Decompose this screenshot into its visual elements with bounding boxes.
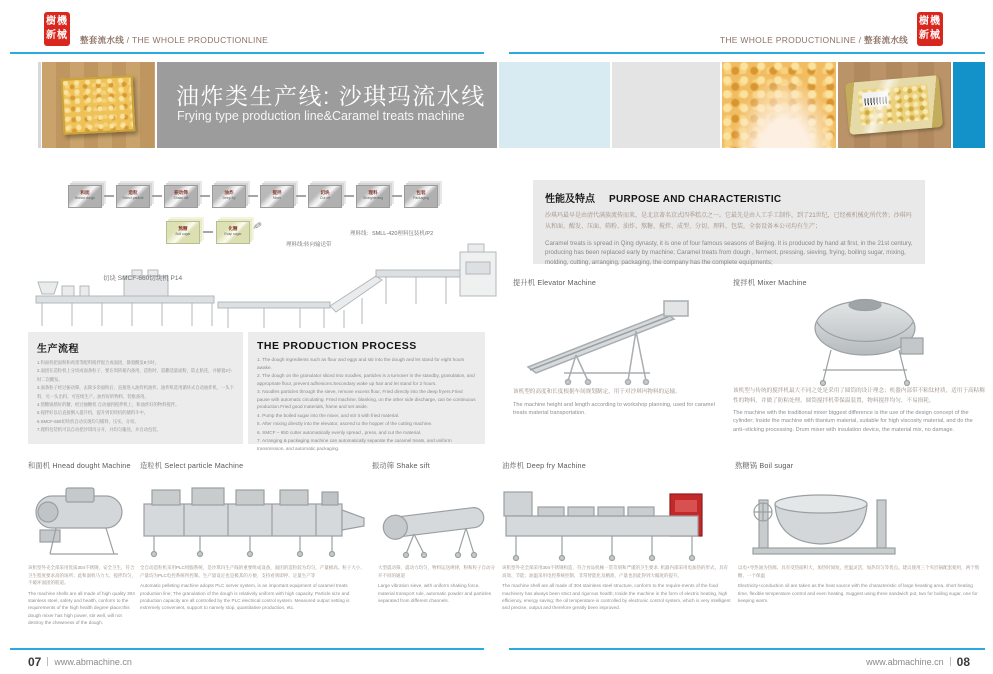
website-url: www.abmachine.cn bbox=[866, 657, 944, 667]
process-panel-zh: 生产流程 1.和面机把面粉和鸡蛋等配料搅拌混合成面团，静置醒发8小时。 2.面团在造粒机上分切成面条粒子，要在周转箱内备用，造粒时，需撒适量面粉，防止粘连，并静置2小时二次醒发。 3.面条粒子经过振动筛，去除多余面粉后，直接进入油炸机油炸。油炸机选用循环式自动油炸机，一头下料，另一头出料，可连续生产。油炸好的物料，装框备用。 4.熬糖锅熬好的糖，经过抽糖机 自动抽到搅拌机上，和油炸好的物料搅拌。 5.搅拌好以后直接倒入提升机，提升到切块机的储料斗中。 6.SMCF-650切块机自动实现均匀铺料，压实，分切。 7.理料包装机可以自动把沙琪玛分开，并均匀输送，并自动包装。 bbox=[28, 332, 243, 444]
flow-connector bbox=[203, 231, 213, 233]
flow-connector bbox=[152, 195, 162, 197]
purpose-title-en: PURPOSE AND CHARACTERISTIC bbox=[609, 194, 782, 205]
caption-boil-sugar: 熬糖锅 Boil sugar bbox=[735, 461, 794, 470]
flow-step-pack: 包装 Packaging bbox=[404, 185, 438, 208]
footer-divider bbox=[950, 657, 951, 666]
shake-sift-photo bbox=[378, 478, 498, 558]
flow-step-arrange: 理料 Straightening bbox=[356, 185, 390, 208]
flow-connector bbox=[248, 195, 258, 197]
caption-fry-machine: 油炸机 Deep fry Machine bbox=[502, 461, 586, 470]
flow-step-cut: 切块 Cut off bbox=[308, 185, 342, 208]
process-zh-title: 生产流程 bbox=[37, 344, 79, 355]
banner-title-block bbox=[157, 62, 497, 148]
footer-rule-right bbox=[509, 648, 985, 650]
flow-step-granulate: 造粒 Select particle bbox=[116, 185, 150, 208]
flow-step-fry: 油炸 Deep fry bbox=[212, 185, 246, 208]
flow-step-sift: 振动筛 Shake sift bbox=[164, 185, 198, 208]
seal-text: 樹機 bbox=[46, 16, 68, 27]
process-en-title: THE PRODUCTION PROCESS bbox=[257, 340, 417, 352]
header-right-en: THE WHOLE PRODUCTIONLINE / bbox=[719, 35, 864, 45]
dough-machine-photo bbox=[30, 476, 135, 558]
website-url: www.abmachine.cn bbox=[54, 657, 132, 667]
banner-block-blue bbox=[953, 62, 985, 148]
company-seal-right bbox=[917, 12, 943, 46]
fry-machine-desc: 该机型外壳全部采用304不锈钢构造，符合食品机械一贯苛刻和严谨的卫生要求. 机器内部采用电加热的形式，具有高效、节能；油温采用电控系统控制，非常智能化及精准，产量也因此得到大幅度的提升。 The machine shell are all made of 304 stainless steel structure, conform to the require-ments of the food machinery has always been strict and rigorous health; Inside the machine in the form of electric heating, high efficiency, energy saving; the oil temperature is controlled by electronic control system, which is very intelligent and precise, output and therefore greatly been improved. bbox=[502, 565, 731, 611]
flow-step-knead: 和面 Hnead dough bbox=[68, 185, 102, 208]
shake-sift-desc: 大型震动筛，震动力均匀，物料运送规律，粉和粒子自动分开不同的通道 Large vibration sieve, with uniform shaking force, material transport rule, automatic powder and particles separated from different channels. bbox=[378, 565, 495, 603]
page-title-zh: 油炸类生产线: 沙琪玛流水线 bbox=[176, 83, 486, 109]
banner-photo-closeup bbox=[722, 62, 836, 148]
banner-edge-strip bbox=[38, 62, 41, 148]
particle-machine-photo bbox=[140, 476, 368, 558]
flow-connector bbox=[344, 195, 354, 197]
diagram-label-cutter: 切块 SMCF-660切块机 P14 bbox=[103, 275, 183, 282]
purpose-title-zh: 性能及特点 bbox=[545, 194, 595, 205]
footer-left bbox=[28, 655, 132, 669]
fry-machine-photo bbox=[502, 478, 735, 562]
purpose-body-zh: 沙琪玛最早是由清代满族流传而来，是北京著名京式四季糕点之一。它最先是由人工手工制作，到了21世纪，已经被机械化所代替；沙琪玛从和面、醒发、压面、筛粉、油炸、熬糖、搅拌、成型、分切、理料、包装，全套设备本公司均有生产； bbox=[545, 213, 912, 231]
banner-photo-treat bbox=[42, 62, 155, 148]
caption-elevator-machine: 提升机 Elevator Machine bbox=[513, 278, 597, 287]
caption-shake-sift: 振动筛 Shake sift bbox=[372, 461, 430, 470]
header-right bbox=[720, 34, 908, 46]
page-title-en: Frying type production line&Caramel treats machine bbox=[177, 109, 465, 123]
page-number-left: 07 bbox=[28, 655, 42, 669]
flow-step-mix: 搅拌 Mixer bbox=[260, 185, 294, 208]
banner-block-lightblue bbox=[499, 62, 610, 148]
page-number-right: 08 bbox=[956, 655, 970, 669]
diagram-label-conveyor: 理料线:转向输送带 bbox=[286, 242, 332, 248]
company-seal-left bbox=[44, 12, 70, 46]
boil-sugar-desc: 以电+导热油为热源。具有受热面积大，加热时间短，控温灵活，加热均匀等优点。建议使用三个夹层锅配套使用，两个熬糖、一个保温 Electricity+conduction oil are taken as the heat source with the characteristic of large heasting area, short heating time, flexible temperature control and even heating. Suggest using three sandwich pot, two for boiling sugar, one for keeping warm. bbox=[738, 565, 980, 603]
elevator-machine-desc: 该机型的高度和长度根据车间规划制定，用于对沙琪玛物料的运输。 The machine height and length according to workshop planning, used for caramel treats material transportation. bbox=[513, 389, 715, 416]
package-image bbox=[845, 75, 943, 135]
seal-text: 新械 bbox=[46, 30, 68, 41]
footer-divider bbox=[47, 657, 48, 666]
header-left-en: / THE WHOLE PRODUCTIONLINE bbox=[124, 35, 269, 45]
banner-block-lightgray bbox=[612, 62, 720, 148]
process-panel-en: THE PRODUCTION PROCESS 1. The dough ingredients such as flour and eggs and stir into the dough and let stand for eight hours awake. 2. The dough on the granulator sliced into noodles, particles is a turnover in the standby, granulation, and appropriate flour, prevent adhesions.Secondary wake up hair and let stand for 2 hours. 3. Noodles particles through the sieve, remove excess flour, Fried directly into the deep fryers.Fried pause with automatic circulating. Fried machine, blanking, on the other side discharge, can be continuous production.Fried good materials, frame and set aside. 4. Pump the boiled sugar into the mixer, and stir it with fried material. 5. After mixing directly into the elevator, ascend to the hopper of the cutting machine. 6. SMCF – 650 cutter automatically evenly spread , press, and cut the material. 7. Arranging & packaging machine can automatically separate the caramel treats, and uniform transmission, and automatic packaging. bbox=[248, 332, 485, 444]
banner-photo-package bbox=[838, 62, 951, 148]
mixer-machine-photo bbox=[793, 288, 943, 388]
particle-machine-desc: 全自动造粒机采用PLC伺服系统，是沙琪玛生产线的重要组成设备，面团的造粒较为均匀，产量极高。粒子大小、产量均为PLC电控系统所控制。生产量设定也是极其的方便，支持看到即停、定量生产等 Automatic pelleting machine adopts PLC server system, is an important equipment of caramel treats production line; The granulation of the dough is relatively uniform with high capacity, Particle size and production capacity are all controlled by the PLC electrical control system. Measured output setting is extremely convenient, support to namely stop, quantitative production, etc. bbox=[140, 565, 365, 611]
flow-connector bbox=[200, 195, 210, 197]
dough-machine-desc: 该机型外壳全部采用优质304不锈钢，安全卫生，符合卫生程度要求高的场所；此和面机马力大、搅拌均匀，不破坏面团的筋道。 The machine shells are all made of high quality 304 stainless steel, safety and health, conform to the requirements of the high health degree place;this dough mixer has high power, stir well, will not destroy the chewiness of the dough. bbox=[28, 565, 136, 626]
purpose-body-en: Caramel treats is spread in Qing dynasty, it is one of four famous seasons of Beijing. It is produced by hand at first, in the 21st century, producing has been replaced early by machine; Caramel treats from dough , ferment, pressing, sieving, frying, boiling sugar, mixing, molding, cutting, arranging, packaging, the company has the complete equipments; bbox=[545, 239, 913, 266]
pencil-icon: ✎ bbox=[249, 219, 263, 231]
header-right-zh: 整套流水线 bbox=[863, 35, 908, 45]
caption-mixer-machine: 搅拌机 Mixer Machine bbox=[733, 278, 807, 287]
purpose-panel bbox=[533, 180, 925, 264]
caption-dough-machine: 和面机 Hnead dought Machine bbox=[28, 461, 131, 470]
seal-text: 新械 bbox=[919, 30, 941, 41]
footer-rule-left bbox=[10, 648, 484, 650]
header-left bbox=[80, 34, 268, 46]
caramel-treat-image bbox=[61, 75, 136, 135]
flow-step-evap-sugar: 化糖 Evap sugar bbox=[216, 221, 250, 244]
footer-right bbox=[866, 655, 970, 669]
flow-step-boil-sugar: 熬糖 Boil sugar bbox=[166, 221, 200, 244]
boil-sugar-photo bbox=[745, 478, 903, 562]
header-rule-left bbox=[10, 52, 484, 54]
production-line-illustration bbox=[32, 240, 502, 332]
flow-connector bbox=[104, 195, 114, 197]
flow-connector bbox=[296, 195, 306, 197]
header-left-zh: 整套流水线 bbox=[80, 35, 125, 45]
diagram-label-packer: 理料线：SMLL-420理料包装机/P2 bbox=[350, 231, 434, 237]
header-rule-right bbox=[509, 52, 985, 54]
seal-text: 樹機 bbox=[919, 16, 941, 27]
elevator-machine-photo bbox=[518, 293, 723, 385]
flow-connector bbox=[392, 195, 402, 197]
caption-particle-machine: 造粒机 Select particle Machine bbox=[140, 461, 244, 470]
mixer-machine-desc: 该机型与传统的搅拌机最大不同之处是采用了圆筒的设计理念；机器内部带不粘钛材质，适用于高粘稠性的物料，并做了防粘处理。圆筒搅拌机带保温装置，物料搅拌均匀，不易损耗。 The machine with the traditional mixer biggest difference is the use of the design concept of the cylinder; Inside the machine with titanium material, suitable for high viscosity material, and do the anti−sticking processing. Drum mixer with insulation device, the material mix, no damage. bbox=[733, 388, 985, 433]
